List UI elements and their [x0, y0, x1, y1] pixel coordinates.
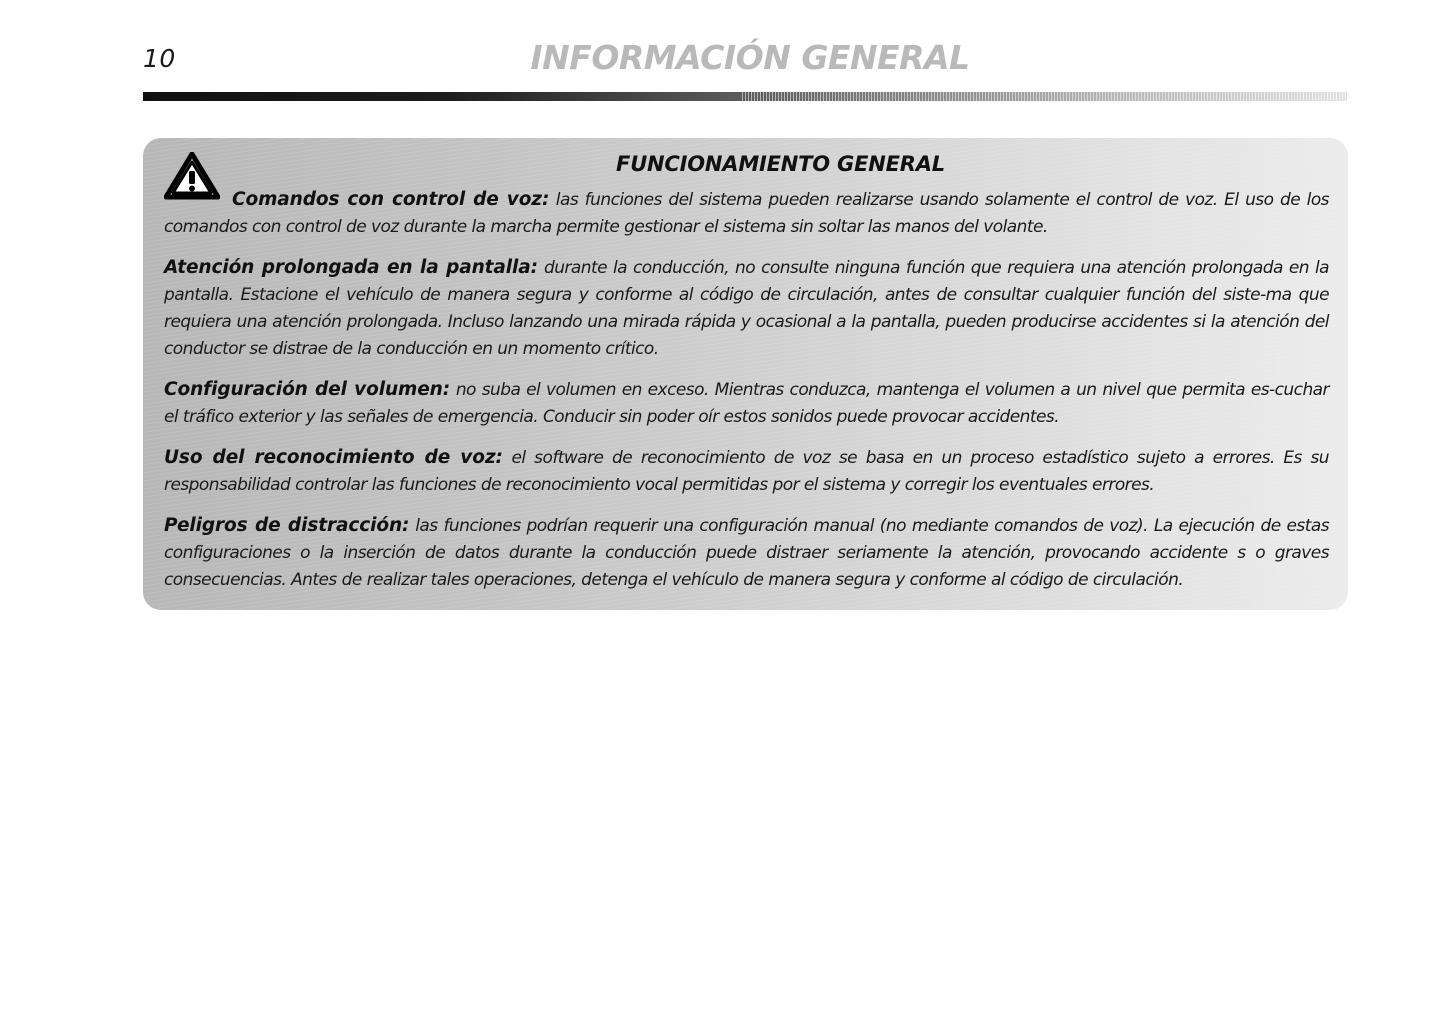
paragraph-lead: Atención prolongada en la pantalla: [164, 257, 538, 278]
paragraph-text: durante la conducción, no consulte ninguna función que requiera una atención prolongada en la pantalla. Estacione el vehículo de manera segura y conforme al código de circulación, antes de consultar cualquier función del siste-ma que requiera una atención prolongada. Incluso lanzando una mirada rápida y ocasional a la pantalla, pueden producirse accidentes si la atención del conductor se distrae de la conducción en un momento crítico. [164, 258, 1329, 359]
paragraph-screen-attention [164, 254, 1329, 363]
paragraph-voice-commands [164, 186, 1329, 241]
paragraph-text: las funciones podrían requerir una configuración manual (no mediante comandos de voz). La ejecución de estas configuraciones o la inserción de datos durante la conducción puede distraer seriamente la atención, provocando accidente s o graves consecuencias. Antes de realizar tales operaciones, detenga el vehículo de manera segura y conforme al código de circulación. [164, 516, 1330, 590]
paragraph-lead: Uso del reconocimiento de voz: [164, 447, 503, 468]
page-title: INFORMACIÓN GENERAL [530, 38, 970, 77]
paragraph-text: no suba el volumen en exceso. Mientras conduzca, mantenga el volumen a un nivel que permita es-cuchar el tráfico exterior y las señales de emergencia. Conducir sin poder oír estos sonidos puede provocar accidentes. [164, 380, 1329, 427]
paragraph-lead: Comandos con control de voz: [232, 189, 550, 210]
paragraph-text: las funciones del sistema pueden realizarse usando solamente el control de voz. El uso de los comandos con control de voz durante la marcha permite gestionar el sistema sin soltar las manos del volante. [164, 190, 1329, 237]
paragraph-distraction-hazards [164, 512, 1329, 594]
warning-box [143, 138, 1348, 610]
page-number: 10 [143, 44, 176, 73]
paragraph-text: el software de reconocimiento de voz se basa en un proceso estadístico sujeto a errores. Es su responsabilidad controlar las funciones de reconocimiento vocal permitidas por el sistema y corregir los eventuales errores. [164, 448, 1329, 495]
paragraph-lead: Configuración del volumen: [164, 379, 451, 400]
paragraph-volume-setting [164, 376, 1329, 431]
header-rule-hatch [740, 92, 1347, 101]
paragraph-lead: Peligros de distracción: [164, 515, 410, 536]
paragraph-voice-recognition [164, 444, 1329, 499]
warning-box-body [164, 186, 1329, 607]
warning-box-title: FUNCIONAMIENTO GENERAL [616, 152, 945, 176]
